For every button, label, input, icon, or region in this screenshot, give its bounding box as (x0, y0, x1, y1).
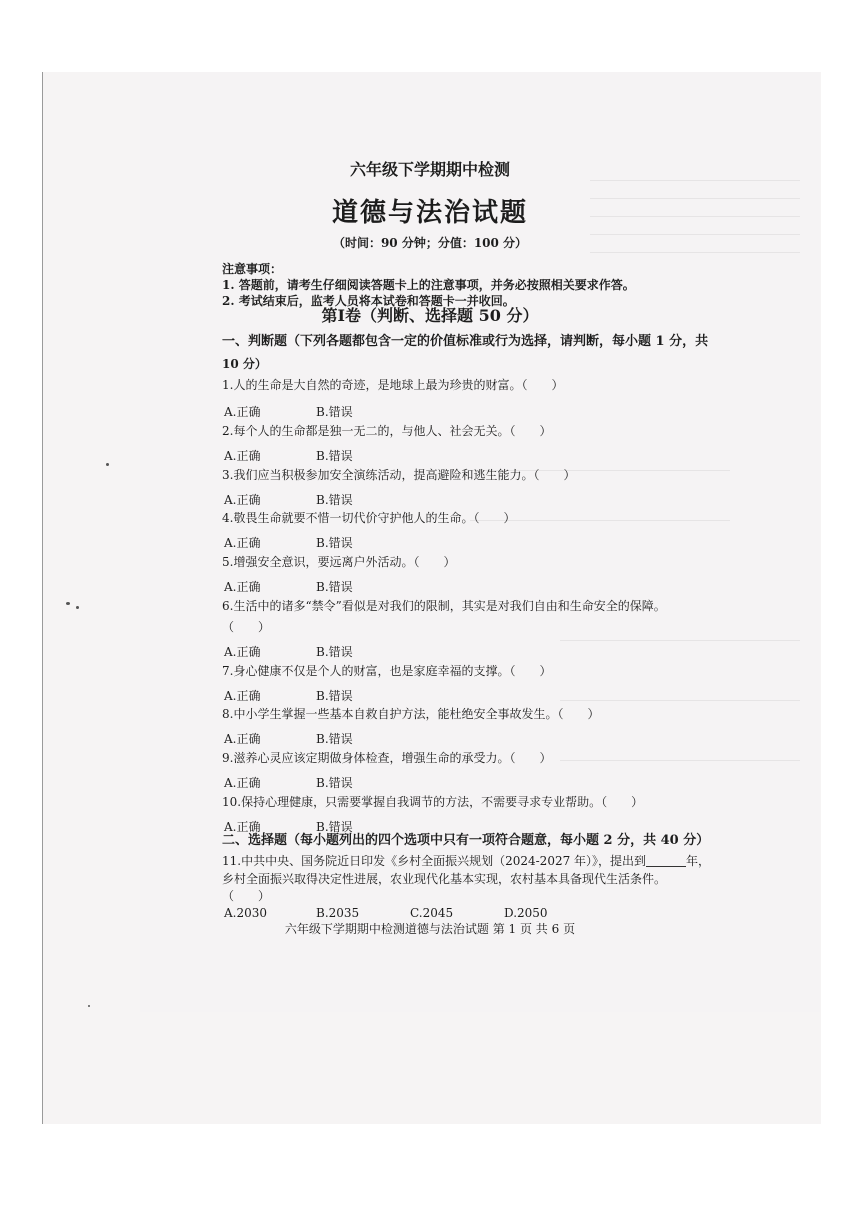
section1-heading-line (222, 334, 708, 349)
notes-heading: 注意事项： (222, 262, 283, 276)
option-b: B.2035 (316, 906, 360, 920)
question-11-line2: 乡村全面振兴取得决定性进展，农业现代化基本实现，农村基本具备现代生活条件。 (222, 872, 667, 886)
section2-heading: 二、选择题 (222, 833, 288, 848)
option-a: A.正确 (224, 820, 261, 834)
option-d: D.2050 (504, 906, 548, 920)
question-11-paren: （ ） (222, 889, 271, 903)
option-a: A.正确 (224, 449, 261, 463)
section1-desc: （下列各题都包含一定的价值标准或行为选择，请判断，每小题 1 分，共 (287, 334, 709, 349)
bleed-through-line (590, 252, 800, 253)
exam-subtitle: 六年级下学期期中检测 (349, 160, 510, 179)
page-footer: 六年级下学期期中检测道德与法治试题 第 1 页 共 6 页 (284, 922, 576, 936)
bleed-through-line (590, 180, 800, 181)
scan-speck (106, 463, 109, 466)
option-a: A.正确 (224, 580, 261, 594)
option-a: A.2030 (224, 906, 268, 920)
option-a: A.正确 (224, 776, 261, 790)
option-c: C.2045 (410, 906, 454, 920)
question: 4.敬畏生命就要不惜一切代价守护他人的生命。（ ） (222, 511, 516, 525)
scan-speck (88, 1005, 90, 1007)
bleed-through-line (560, 640, 800, 641)
question-11-line1 (222, 854, 710, 869)
question: 8.中小学生掌握一些基本自救自护方法，能杜绝安全事故发生。（ ） (222, 707, 600, 721)
option-b: B.错误 (316, 580, 353, 594)
option-b: B.错误 (316, 689, 353, 703)
question-11-text: 11.中共中央、国务院近日印发《乡村全面振兴规划（2024-2027 年）》，提出到 (222, 854, 647, 868)
option-a: A.正确 (224, 405, 261, 419)
option-a: A.正确 (224, 645, 261, 659)
scan-speck (66, 602, 70, 605)
option-b: B.错误 (316, 405, 353, 419)
answer-blank (646, 854, 686, 867)
exam-time-score: （时间：90 分钟；分值：100 分） (332, 236, 528, 250)
section1-heading: 一、判断题 (222, 334, 288, 349)
question: 9.滋养心灵应该定期做身体检查，增强生命的承受力。（ ） (222, 751, 552, 765)
option-a: A.正确 (224, 536, 261, 550)
bleed-through-line (560, 700, 800, 701)
notes-item: 1. 答题前，请考生仔细阅读答题卡上的注意事项，并务必按照相关要求作答。 (222, 278, 635, 292)
section2-desc: （每小题列出的四个选项中只有一项符合题意，每小题 2 分，共 40 分） (287, 833, 710, 848)
question-paren: （ ） (222, 620, 271, 634)
question: 10.保持心理健康，只需要掌握自我调节的方法，不需要寻求专业帮助。（ ） (222, 795, 644, 809)
option-b: B.错误 (316, 449, 353, 463)
option-b: B.错误 (316, 493, 353, 507)
option-b: B.错误 (316, 732, 353, 746)
question: 1.人的生命是大自然的奇迹，是地球上最为珍贵的财富。（ ） (222, 378, 564, 392)
option-a: A.正确 (224, 689, 261, 703)
option-a: A.正确 (224, 732, 261, 746)
scan-speck (76, 606, 79, 609)
bleed-through-line (560, 760, 800, 761)
exam-title: 道德与法治试题 (331, 198, 528, 228)
option-b: B.错误 (316, 776, 353, 790)
question-11-text-end: 年， (686, 854, 711, 868)
option-b: B.错误 (316, 820, 353, 834)
question: 6.生活中的诸多“禁令”看似是对我们的限制，其实是对我们自由和生命安全的保障。 (222, 599, 666, 613)
section1-desc-cont: 10 分） (222, 357, 267, 371)
option-b: B.错误 (316, 536, 353, 550)
option-a: A.正确 (224, 493, 261, 507)
question: 2.每个人的生命都是独一无二的，与他人、社会无关。（ ） (222, 424, 552, 438)
section2-heading-line (222, 833, 709, 848)
question: 3.我们应当积极参加安全演练活动，提高避险和逃生能力。（ ） (222, 468, 576, 482)
option-b: B.错误 (316, 645, 353, 659)
part1-title: 第Ⅰ卷（判断、选择题 50 分） (321, 306, 539, 325)
question: 7.身心健康不仅是个人的财富，也是家庭幸福的支撑。（ ） (222, 664, 552, 678)
bleed-through-line (590, 234, 800, 235)
notes-item: 2. 考试结束后，监考人员将本试卷和答题卡一并收回。 (222, 294, 515, 308)
question: 5.增强安全意识，要远离户外活动。（ ） (222, 555, 456, 569)
